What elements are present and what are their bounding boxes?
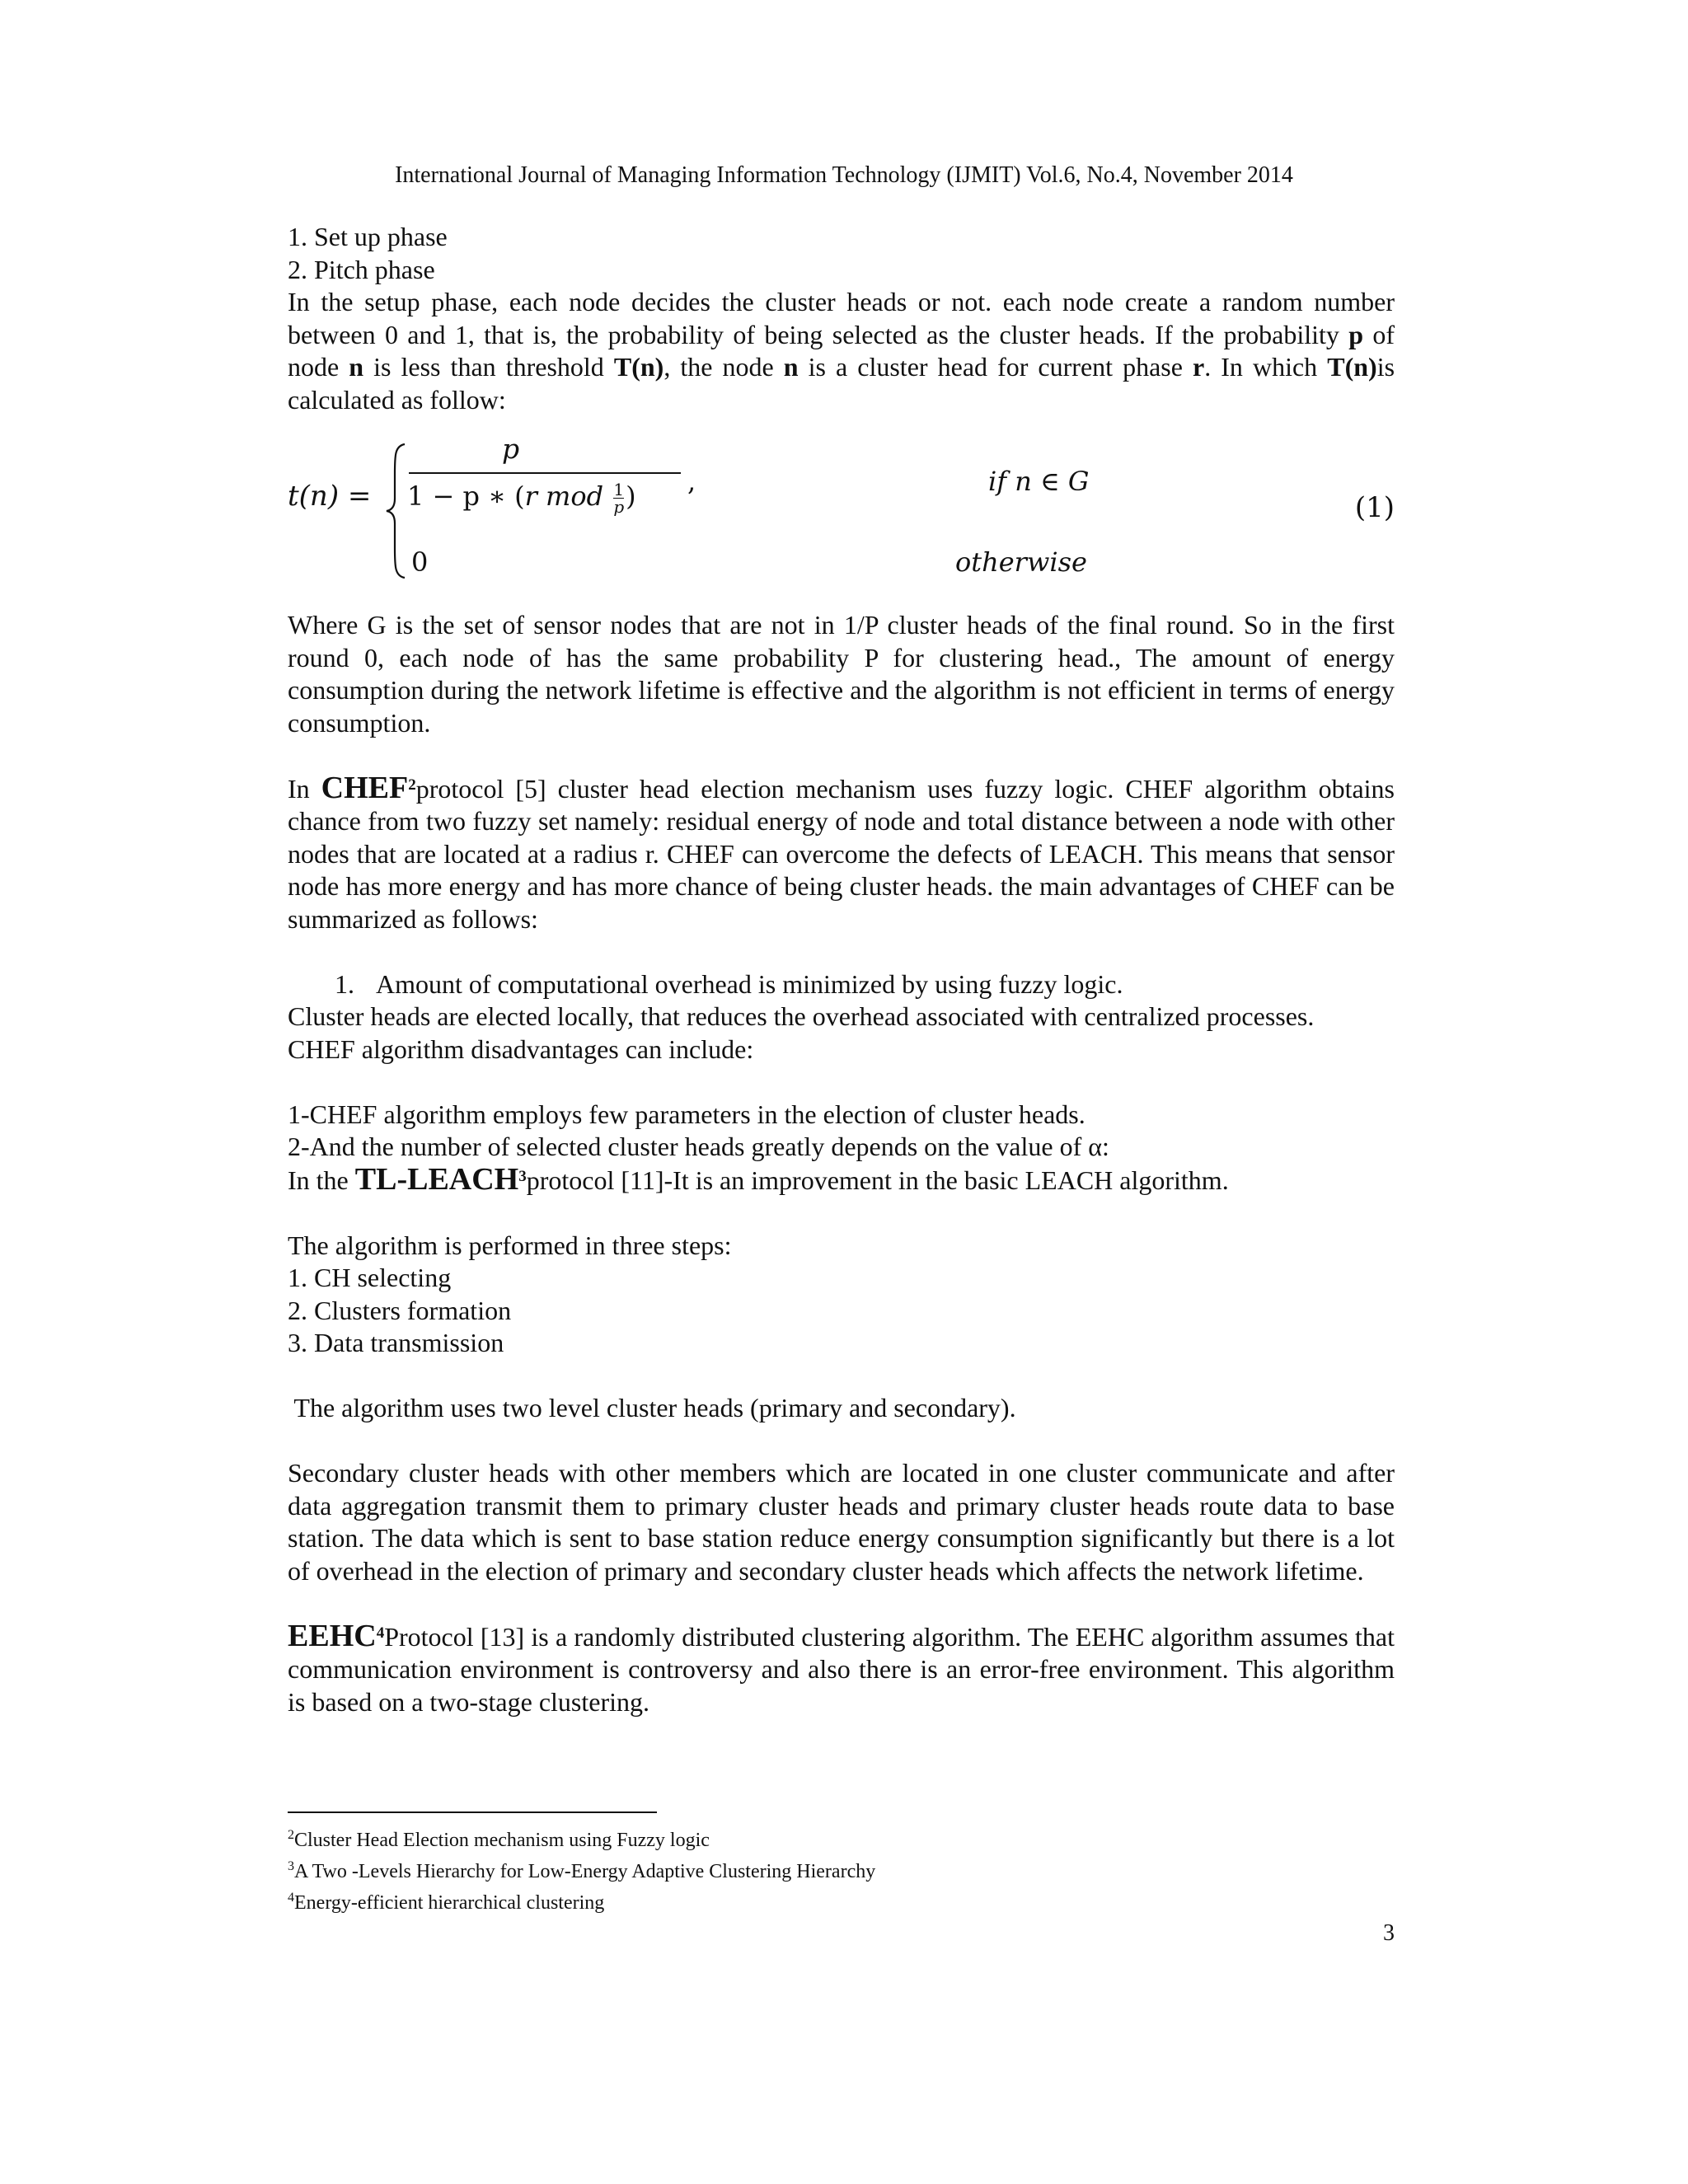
fraction-bar: [409, 472, 681, 474]
bold-symbol: r: [1193, 352, 1205, 382]
equation-comma: ,: [687, 466, 696, 497]
steps-intro: The algorithm is performed in three steps:: [288, 1230, 732, 1260]
equation-lhs: t(n) =: [288, 480, 372, 513]
footnotes: [288, 1825, 875, 1919]
footnote-number: 4: [288, 1891, 294, 1905]
text-run: Protocol [13] is a randomly distributed clustering algorithm. The EEHC algorithm assumes that communication environment is controversy and also there is an error-free environment. This algorithm is based on a two-stage clustering.: [288, 1621, 1395, 1717]
equation-zero: 0: [411, 546, 429, 578]
disadvantage-item: 2-And the number of selected cluster heads greatly depends on the value of α:: [288, 1132, 1109, 1161]
footnote-divider: [288, 1811, 657, 1813]
setup-paragraph: [288, 286, 1395, 416]
small-fraction: [613, 481, 624, 515]
bold-symbol: n: [349, 352, 364, 382]
text-run: protocol [11]-It is an improvement in the basic LEACH algorithm.: [526, 1165, 1229, 1195]
bold-symbol: T(n): [613, 352, 664, 382]
equation-denominator: [407, 480, 636, 515]
footnote: [288, 1856, 875, 1887]
footnote-text: Cluster Head Election mechanism using Fuzzy logic: [294, 1830, 710, 1851]
text-line: Cluster heads are elected locally, that reduces the overhead associated with centralized processes.: [288, 1001, 1315, 1031]
text-run: In the setup phase, each node decides the cluster heads or not. each node create a random number between 0 and 1, that is, the probability of being selected as the cluster heads. If the probability: [288, 287, 1395, 349]
eehc-paragraph: [288, 1620, 1395, 1719]
protocol-name: TL-LEACH: [354, 1161, 519, 1197]
protocol-name: CHEF: [321, 770, 409, 805]
body-text: [288, 221, 1395, 1718]
bold-symbol: T(n): [1327, 352, 1377, 382]
footnote-ref: 2: [408, 776, 416, 794]
two-level-line: The algorithm uses two level cluster heads (primary and secondary).: [288, 1393, 1016, 1422]
page-number: 3: [1383, 1920, 1395, 1946]
den-suffix: ): [626, 480, 636, 512]
step-item: 3. Data transmission: [288, 1328, 504, 1357]
phase-item: 2. Pitch phase: [288, 254, 435, 284]
item-text: Amount of computational overhead is minimized by using fuzzy logic.: [376, 968, 1123, 999]
item-number: 1.: [335, 968, 354, 999]
protocol-name: EEHC: [288, 1618, 377, 1653]
text-run: is calculated as follow:: [288, 352, 1395, 415]
text-line: CHEF algorithm disadvantages can include:: [288, 1033, 754, 1064]
bold-symbol: n: [783, 352, 799, 382]
advantage-item: [288, 968, 1395, 1001]
left-brace: [385, 441, 408, 581]
bold-symbol: p: [1348, 319, 1364, 349]
footnote-ref: 4: [376, 1624, 385, 1642]
text-run: In the: [288, 1165, 355, 1195]
step-item: 1. CH selecting: [288, 1263, 452, 1292]
where-paragraph: Where G is the set of sensor nodes that are not in 1/P cluster heads of the final round. So in the first round 0, each node of has the same probability P for clustering head., The amount of energy consumption during the network lifetime is effective and the algorithm is not efficient in terms of energy consumption.: [288, 610, 1395, 738]
step-item: 2. Clusters formation: [288, 1295, 512, 1325]
den-r-mod: r mod: [524, 480, 604, 512]
small-den-symbol: p: [613, 497, 625, 517]
chef-paragraph: [288, 772, 1395, 936]
text-run: , the node: [663, 352, 784, 382]
disadvantage-item: 1-CHEF algorithm employs few parameters in the election of cluster heads.: [288, 1099, 1085, 1129]
den-prefix: 1 − p ∗ (: [407, 480, 525, 512]
text-run: is less than threshold: [363, 352, 614, 382]
footnote-number: 2: [288, 1828, 294, 1842]
text-run: protocol [5] cluster head election mechanism uses fuzzy logic. CHEF algorithm obtains chance from two fuzzy set namely: residual energy of node and total distance between a node with other nodes that are located at a radius r. CHEF can overcome the defects of LEACH. This means that sensor node has more energy and has more chance of being cluster heads. the main advantages of CHEF can be summarized as follows:: [288, 773, 1395, 934]
text-run: . In which: [1204, 352, 1328, 382]
running-header: International Journal of Managing Information Technology (IJMIT) Vol.6, No.4, November 2014: [395, 162, 1293, 188]
tl-leach-line: [288, 1161, 1395, 1197]
text-run: of node: [288, 319, 1395, 382]
equation-number: (1): [1354, 491, 1395, 524]
footnote-ref: 3: [518, 1167, 527, 1185]
equation-1: [288, 433, 1395, 589]
small-numerator: 1: [613, 480, 625, 499]
text-run: is a cluster head for current phase: [798, 352, 1193, 382]
footnote-text: Energy-efficient hierarchical clustering: [294, 1892, 605, 1914]
equation-numerator: p: [502, 433, 520, 465]
footnote: [288, 1825, 875, 1856]
text-run: In: [288, 773, 321, 804]
footnote-number: 3: [288, 1859, 294, 1873]
condition-otherwise: otherwise: [955, 546, 1087, 578]
secondary-paragraph: Secondary cluster heads with other members which are located in one cluster communicate and after data aggregation transmit them to primary cluster heads and primary cluster heads route data to base station. The data which is sent to base station reduce energy consumption significantly but there is a lot of overhead in the election of primary and secondary cluster heads which affects the network lifetime.: [288, 1458, 1395, 1586]
phase-item: 1. Set up phase: [288, 222, 448, 251]
footnote: [288, 1887, 875, 1919]
footnote-text: A Two -Levels Hierarchy for Low-Energy Adaptive Clustering Hierarchy: [294, 1861, 876, 1882]
condition-if: if n ∈ G: [988, 466, 1090, 497]
small-denominator: [613, 498, 624, 515]
